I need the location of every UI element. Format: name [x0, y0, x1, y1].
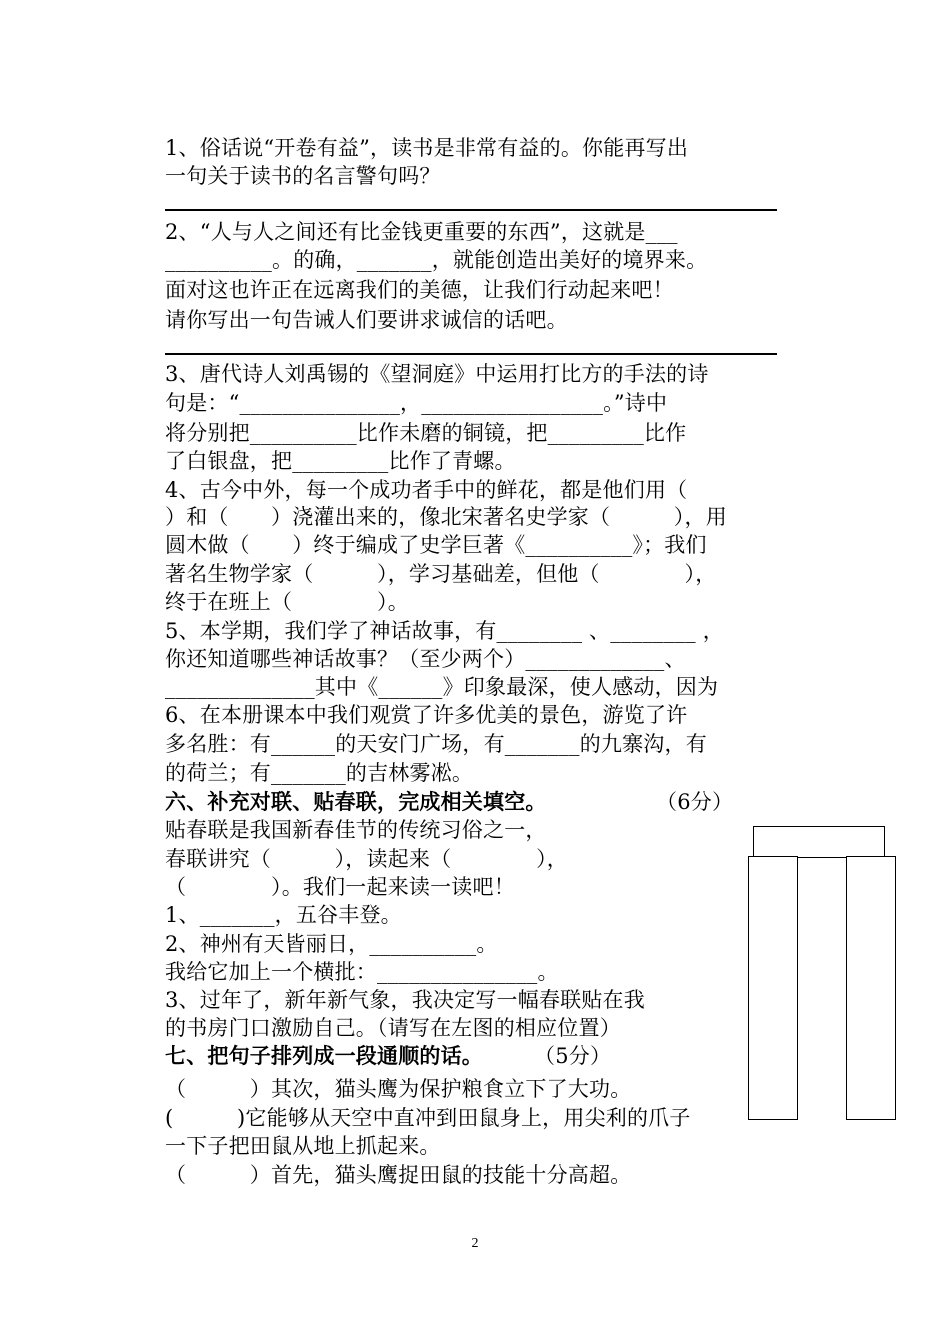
q6-line-2: 多名胜：有______的天安门广场，有_______的九寨沟，有 [165, 732, 707, 756]
couplet-right-scroll-box[interactable] [846, 856, 896, 1120]
q4-line-2: ）和（ ）浇灌出来的，像北宋著名史学家（ ），用 [165, 505, 727, 529]
s7-sentence-3: （ ）首先，猫头鹰捉田鼠的技能十分高超。 [165, 1163, 632, 1187]
s6-intro-3: （ ）。我们一起来读一读吧！ [165, 875, 515, 899]
section-7-score: （5分） [534, 1044, 612, 1068]
q1-line-2: 一句关于读书的名言警句吗？ [165, 164, 441, 188]
q4-line-3: 圆木做（ ）终于编成了史学巨著《__________》；我们 [165, 533, 707, 557]
s6-item-3-line-2: 的书房门口激励自己。（请写在左图的相应位置） [165, 1016, 621, 1040]
q2-line-1: 2、“人与人之间还有比金钱更重要的东西”，这就是___ [165, 220, 678, 244]
page-number: 2 [471, 1236, 479, 1251]
s6-item-2-hengpi: 我给它加上一个横批：_______________。 [165, 960, 559, 984]
section-6-score: （6分） [656, 790, 734, 814]
s7-sentence-1: （ ）其次，猫头鹰为保护粮食立下了大功。 [165, 1077, 632, 1101]
q3-line-2: 句是：“_______________，_________________。”诗中 [165, 391, 668, 415]
q5-line-2: 你还知道哪些神话故事？（至少两个）_____________、 [165, 647, 686, 671]
q6-line-1: 6、在本册课本中我们观赏了许多优美的景色，游览了许 [165, 703, 688, 727]
section-7-heading: 七、把句子排列成一段通顺的话。 [165, 1043, 483, 1068]
q2-line-4: 请你写出一句告诫人们要讲求诚信的话吧。 [165, 308, 568, 332]
section-6-heading: 六、补充对联、贴春联，完成相关填空。 [165, 789, 547, 814]
q2-line-2: __________。的确，_______，就能创造出美好的境界来。 [165, 248, 708, 272]
couplet-left-scroll-box[interactable] [748, 856, 798, 1120]
s6-intro-2: 春联讲究（ ），读起来（ ）， [165, 847, 568, 871]
q2-line-3: 面对这也许正在远离我们的美德，让我们行动起来吧！ [165, 278, 674, 302]
q6-line-3: 的荷兰；有_______的吉林雾凇。 [165, 761, 474, 785]
q5-line-1: 5、本学期，我们学了神话故事，有________ 、________ ， [165, 619, 724, 643]
q1-answer-line[interactable] [165, 209, 777, 211]
q1-line-1: 1、俗话说“开卷有益”，读书是非常有益的。你能再写出 [165, 136, 689, 160]
s6-item-3-line-1: 3、过年了，新年新气象，我决定写一幅春联贴在我 [165, 988, 645, 1012]
couplet-horizontal-scroll-box[interactable] [753, 826, 885, 858]
s7-sentence-2-cont: 一下子把田鼠从地上抓起来。 [165, 1134, 441, 1158]
q4-line-4: 著名生物学家（ ），学习基础差，但他（ ）， [165, 562, 717, 586]
q5-line-3: ______________其中《______》印象最深，使人感动，因为 [165, 675, 719, 699]
q2-answer-line[interactable] [165, 353, 777, 355]
q3-line-4: 了白银盘，把_________比作了青螺。 [165, 449, 516, 473]
q3-line-1: 3、唐代诗人刘禹锡的《望洞庭》中运用打比方的手法的诗 [165, 362, 709, 386]
q4-line-1: 4、古今中外，每一个成功者手中的鲜花，都是他们用（ [165, 478, 688, 502]
s7-sentence-2: ( )它能够从天空中直冲到田鼠身上，用尖利的爪子 [165, 1106, 691, 1130]
s6-intro-1: 贴春联是我国新春佳节的传统习俗之一， [165, 818, 547, 842]
s6-item-2: 2、神州有天皆丽日，__________。 [165, 932, 498, 956]
q3-line-3: 将分别把__________比作未磨的铜镜，把_________比作 [165, 421, 687, 445]
s6-item-1: 1、_______，五谷丰登。 [165, 903, 402, 927]
q4-line-5: 终于在班上（ ）。 [165, 590, 409, 614]
